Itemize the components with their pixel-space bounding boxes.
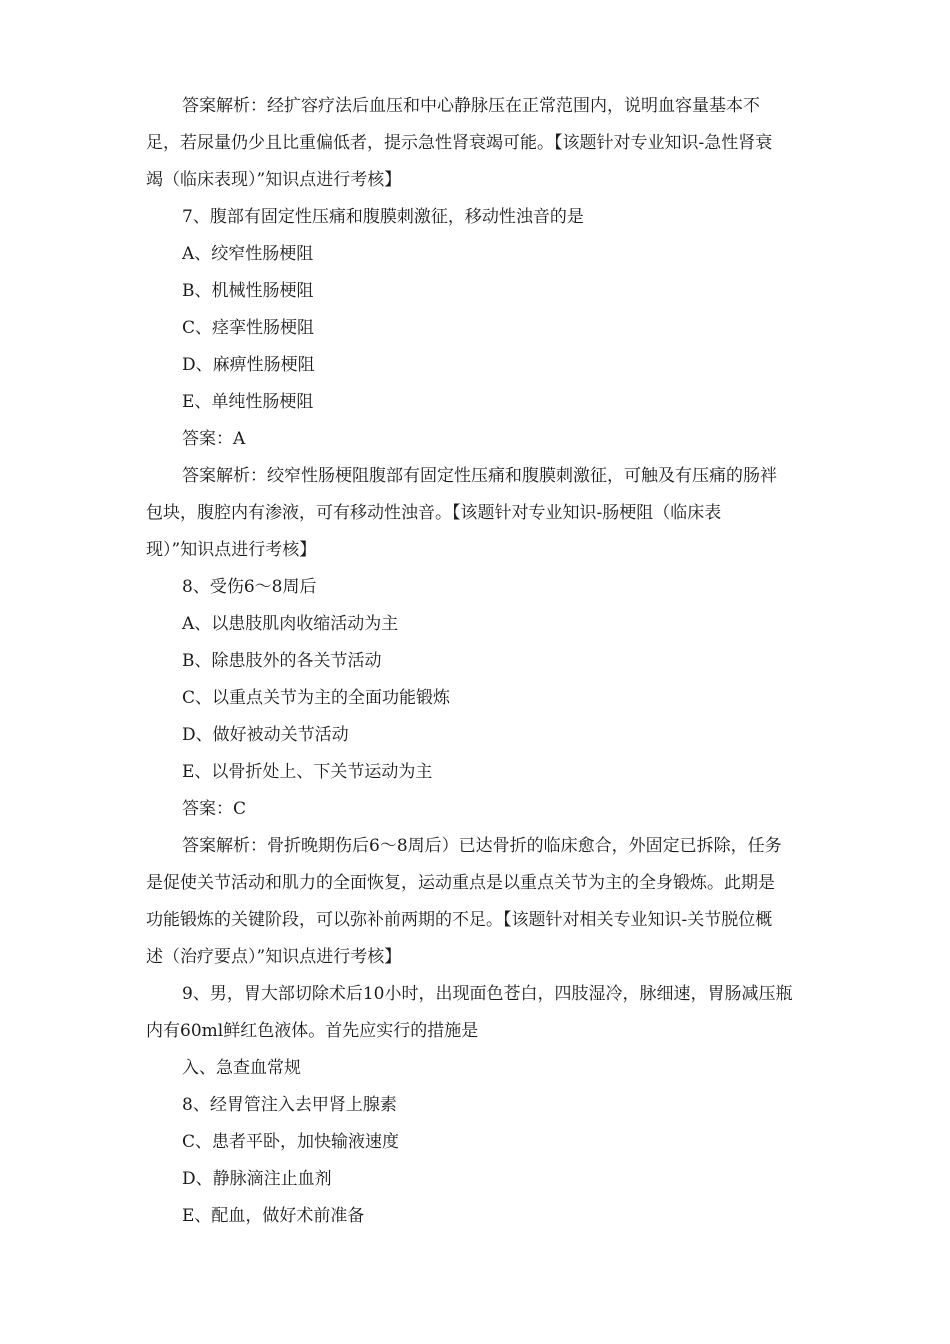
q8-option-b: B、除患肢外的各关节活动: [182, 651, 382, 671]
q7-explanation-line-3: 现）”知识点进行考核】: [146, 540, 317, 560]
q7-answer: 答案：A: [182, 429, 246, 449]
q9-stem-line-1: 9、男，胃大部切除术后10小时，出现面色苍白，四肢湿冷，脉细速，胃肠减压瓶: [182, 984, 793, 1004]
q7-option-d: D、麻痹性肠梗阻: [182, 355, 315, 375]
q8-explanation-line-4: 述（治疗要点）”知识点进行考核】: [146, 947, 402, 967]
q7-explanation-line-2: 包块，腹腔内有渗液，可有移动性浊音。【该题针对专业知识-肠梗阻（临床表: [146, 503, 722, 523]
q8-explanation-line-1: 答案解析：骨折晚期伤后6〜8周后）已达骨折的临床愈合，外固定已拆除，任务: [182, 836, 782, 856]
q8-explanation-line-3: 功能锻炼的关键阶段，可以弥补前两期的不足。【该题针对相关专业知识-关节脱位概: [146, 910, 773, 930]
q9-stem-line-2: 内有60ml鲜红色液体。首先应实行的措施是: [146, 1021, 479, 1041]
q6-explanation-line-1: 答案解析：经扩容疗法后血压和中心静脉压在正常范围内，说明血容量基本不: [182, 96, 760, 116]
document-body: [146, 88, 836, 1235]
q8-stem: 8、受伤6〜8周后: [182, 577, 317, 597]
q9-option-e: E、配血，做好术前准备: [182, 1206, 365, 1226]
q8-answer: 答案：C: [182, 799, 247, 819]
q9-option-d: D、静脉滴注止血剂: [182, 1169, 332, 1189]
q6-explanation-line-3: 竭（临床表现）”知识点进行考核】: [146, 170, 402, 190]
q9-option-c: C、患者平卧，加快输液速度: [182, 1132, 400, 1152]
q7-option-e: E、单纯性肠梗阻: [182, 392, 314, 412]
q9-option-b: 8、经胃管注入去甲肾上腺素: [182, 1095, 397, 1115]
q6-explanation-line-2: 足，若尿量仍少且比重偏低者，提示急性肾衰竭可能。【该题针对专业知识-急性肾衰: [146, 133, 773, 153]
q7-explanation-line-1: 答案解析：绞窄性肠梗阻腹部有固定性压痛和腹膜刺激征，可触及有压痛的肠袢: [182, 466, 777, 486]
q8-option-a: A、以患肢肌肉收缩活动为主: [182, 614, 399, 634]
q7-option-c: C、痉挛性肠梗阻: [182, 318, 315, 338]
q8-explanation-line-2: 是促使关节活动和肌力的全面恢复，运动重点是以重点关节为主的全身锻炼。此期是: [146, 873, 775, 893]
q8-option-c: C、以重点关节为主的全面功能锻炼: [182, 688, 451, 708]
q9-option-a: 入、急查血常规: [182, 1058, 301, 1078]
q8-option-d: D、做好被动关节活动: [182, 725, 349, 745]
q7-option-a: A、绞窄性肠梗阻: [182, 244, 314, 264]
q7-option-b: B、机械性肠梗阻: [182, 281, 314, 301]
q7-stem: 7、腹部有固定性压痛和腹膜刺激征，移动性浊音的是: [182, 207, 584, 227]
q8-option-e: E、以骨折处上、下关节运动为主: [182, 762, 433, 782]
